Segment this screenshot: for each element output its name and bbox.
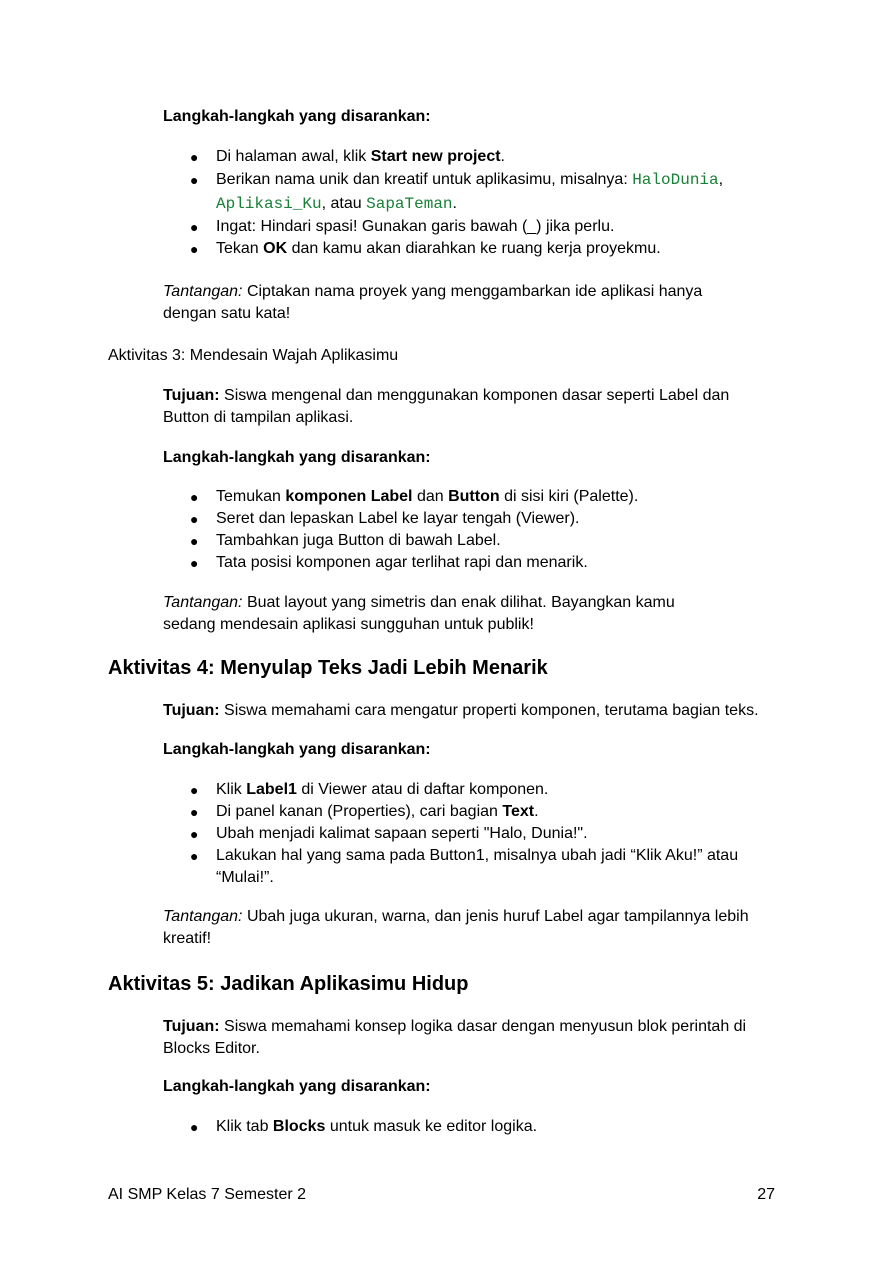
bullet-icon: ● [190,555,199,571]
challenge-paragraph: Tantangan: Ciptakan nama proyek yang menggambarkan ide aplikasi hanya dengan satu kata! [163,283,703,322]
challenge-paragraph: Tantangan: Buat layout yang simetris dan enak dilihat. Bayangkan kamu sedang mendesain aplikasi sungguhan untuk publik! [163,594,675,633]
section-heading: Aktivitas 4: Menyulap Teks Jadi Lebih Menarik [108,657,548,679]
steps-list [163,779,783,889]
goal-paragraph: Tujuan: Siswa memahami cara mengatur properti komponen, terutama bagian teks. [163,702,759,719]
bullet-icon: ● [190,489,199,505]
footer-title: AI SMP Kelas 7 Semester 2 [108,1186,307,1203]
code-example: SapaTeman [366,195,453,213]
section-title: Aktivitas 3: Mendesain Wajah Aplikasimu [108,347,399,364]
bullet-icon: ● [190,848,199,864]
bullet-icon: ● [190,172,199,188]
steps-heading: Langkah-langkah yang disarankan: [163,449,431,466]
steps-list [163,1116,783,1138]
challenge-paragraph: Tantangan: Ubah juga ukuran, warna, dan jenis huruf Label agar tampilannya lebih kreatif! [163,908,749,947]
bullet-icon: ● [190,1119,199,1135]
list-item: ● Klik tab Blocks untuk masuk ke editor logika. [163,1116,783,1138]
list-item: ● Temukan komponen Label dan Button di sisi kiri (Palette). [163,486,783,508]
list-item: ● Di halaman awal, klik Start new project. [163,146,783,168]
list-item: ● Lakukan hal yang sama pada Button1, misalnya ubah jadi “Klik Aku!” atau “Mulai!”. [190,847,739,886]
section-heading: Aktivitas 5: Jadikan Aplikasimu Hidup [108,973,469,995]
bullet-icon: ● [190,782,199,798]
goal-paragraph: Tujuan: Siswa mengenal dan menggunakan komponen dasar seperti Label dan Button di tampilan aplikasi. [163,387,730,426]
list-item: ● Seret dan lepaskan Label ke layar tengah (Viewer). [163,508,783,530]
steps-list [163,486,783,574]
bullet-icon: ● [190,804,199,820]
list-item: ● Di panel kanan (Properties), cari bagian Text. [163,801,783,823]
list-item: ● Tata posisi komponen agar terlihat rapi dan menarik. [163,552,783,574]
list-item: ● Ubah menjadi kalimat sapaan seperti "Halo, Dunia!". [163,823,783,845]
page-number: 27 [757,1186,775,1203]
bullet-icon: ● [190,511,199,527]
steps-heading: Langkah-langkah yang disarankan: [163,1078,431,1095]
steps-list [163,146,783,260]
steps-heading: Langkah-langkah yang disarankan: [163,108,431,125]
goal-paragraph: Tujuan: Siswa memahami konsep logika dasar dengan menyusun blok perintah di Blocks Editor. [163,1018,747,1057]
list-item: ● Berikan nama unik dan kreatif untuk aplikasimu, misalnya: HaloDunia, Aplikasi_Ku, atau SapaTeman. [163,168,783,216]
bullet-icon: ● [190,826,199,842]
list-item: ● Tekan OK dan kamu akan diarahkan ke ruang kerja proyekmu. [163,238,783,260]
bullet-icon: ● [190,533,199,549]
code-example: HaloDunia [632,171,719,189]
bullet-icon: ● [190,241,199,257]
list-item: ● Ingat: Hindari spasi! Gunakan garis bawah (_) jika perlu. [163,216,783,238]
bullet-icon: ● [190,219,199,235]
bullet-icon: ● [190,149,199,165]
list-item: ● Klik Label1 di Viewer atau di daftar komponen. [163,779,783,801]
list-item: ● Tambahkan juga Button di bawah Label. [163,530,783,552]
steps-heading: Langkah-langkah yang disarankan: [163,741,431,758]
code-example: Aplikasi_Ku [216,195,322,213]
